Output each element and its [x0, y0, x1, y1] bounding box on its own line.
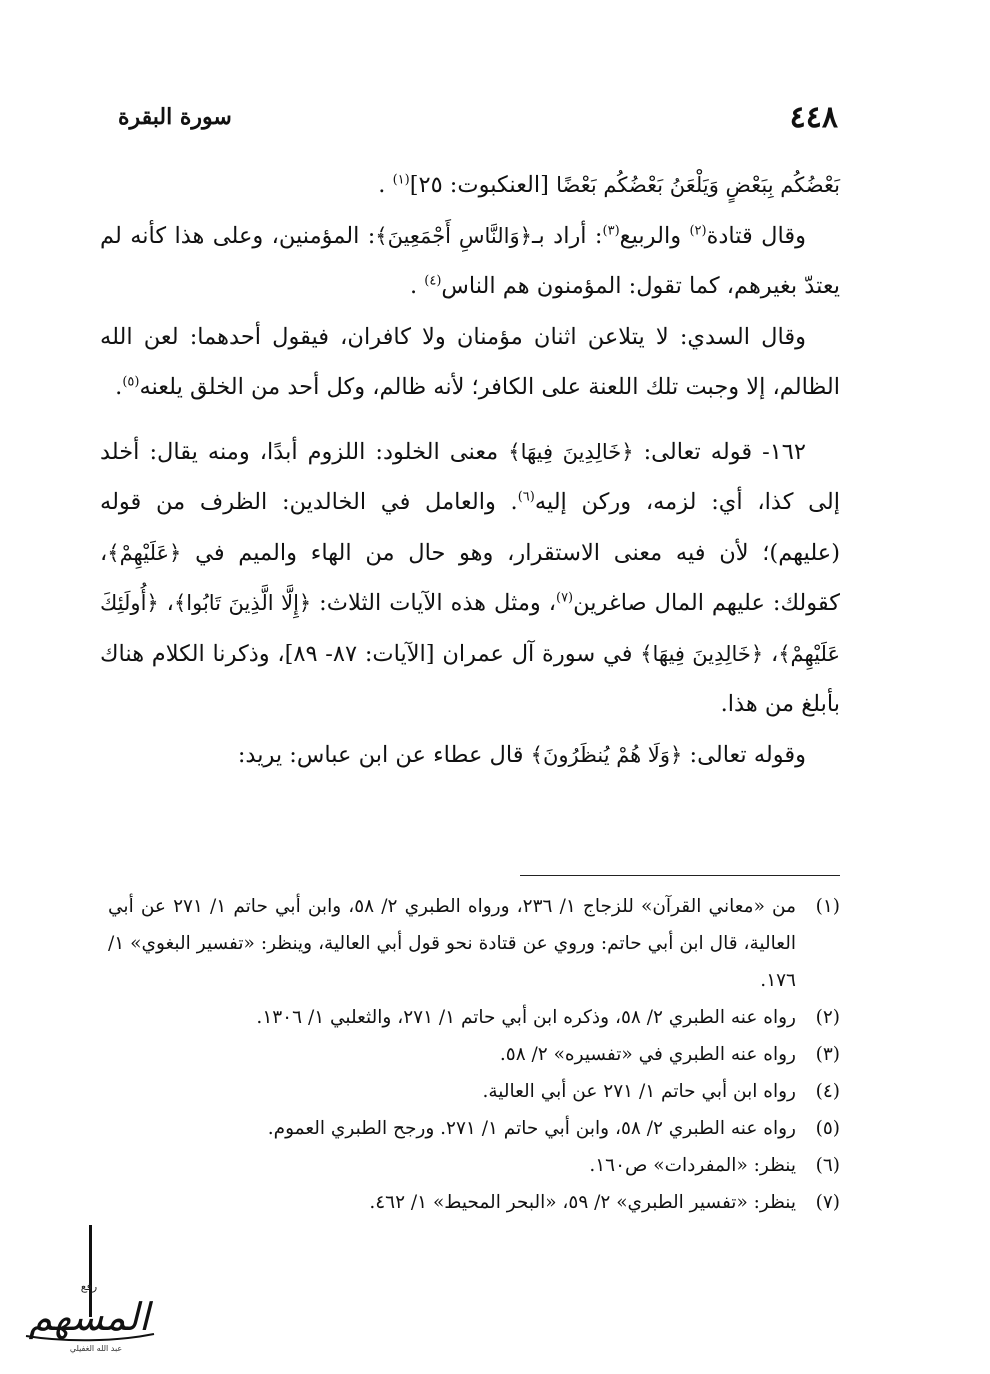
text-run: . والعامل في الخالدين: الظرف من قوله (عليهم)؛ لأن فيه معنى الاستقرار، وهو حال من الهاء والميم في [100, 489, 840, 566]
footnote-text: رواه عنه الطبري ٢/ ٥٨، وابن أبي حاتم ١/ ٢٧١. ورجح الطبري العموم. [267, 1118, 796, 1139]
text-run: ، ومثل هذه الآيات الثلاث: [311, 590, 556, 616]
paragraph-4 [100, 427, 840, 730]
footnote-marker: (٧) [555, 590, 574, 606]
footnote-text: من «معاني القرآن» للزجاج ١/ ٢٣٦، ورواه الطبري ٢/ ٥٨، وابن أبي حاتم ١/ ٢٧١ عن أبي العالية، قال ابن أبي حاتم: وروي عن قتادة نحو قول أبي العالية، وينظر: «تفسير البغوي» ١/ ١٧٦. [108, 896, 797, 991]
footnote-separator [520, 875, 840, 876]
quran-verse: ﴿خَالِدِينَ فِيهَا﴾ [508, 439, 634, 464]
text-run: ، [763, 640, 779, 667]
publisher-seal [14, 1276, 164, 1356]
seal-small-text: عبد الله الغفيلي [69, 1344, 123, 1353]
quran-verse: ﴿وَالنَّاسِ أَجْمَعِينَ﴾ [375, 223, 532, 248]
footnote-7 [108, 1184, 840, 1221]
footnote-text: رواه ابن أبي حاتم ١/ ٢٧١ عن أبي العالية. [482, 1081, 796, 1102]
text-run: وقوله تعالى: [682, 741, 806, 768]
footnote-text: ينظر: «المفردات» ص١٦٠. [589, 1155, 796, 1176]
footnote-number: (٤) [815, 1081, 840, 1102]
footnote-3 [108, 1036, 840, 1073]
text-run: . [378, 172, 393, 198]
footnote-marker: (٥) [122, 374, 140, 390]
footnote-6 [108, 1147, 840, 1184]
page-number: ٤٤٨ [789, 100, 838, 135]
text-run: قال عطاء عن ابن عباس: يريد: [237, 741, 531, 768]
quran-verse: بَعْضُكُم بِبَعْضٍ وَيَلْعَنُ بَعْضُكُم بَعْضًا [556, 173, 840, 197]
footnote-text: رواه عنه الطبري ٢/ ٥٨، وذكره ابن أبي حاتم ١/ ٢٧١، والثعلبي ١/ ١٣٠٦. [256, 1007, 796, 1028]
seal-main-text: المسهم [28, 1295, 150, 1339]
footnote-number: (٧) [815, 1192, 840, 1213]
text-run: والربيع [619, 222, 690, 249]
quran-verse: ﴿أُولَئِكَ عَلَيْهِمْ﴾ [100, 591, 840, 666]
text-run: ، [158, 590, 174, 616]
footnote-marker: (١) [392, 172, 410, 188]
page-header [118, 100, 838, 140]
footnote-marker: (٢) [689, 223, 707, 238]
quran-verse: ﴿خَالِدِينَ فِيهَا﴾ [640, 641, 764, 666]
quran-verse: ﴿وَلَا هُمْ يُنظَرُونَ﴾ [530, 742, 683, 767]
seal-top-text: رفع [80, 1280, 98, 1293]
text-run: . [115, 374, 123, 400]
text-run: وقال قتادة [706, 222, 806, 249]
text-run: : أراد بـ [531, 222, 603, 249]
footnotes [108, 888, 840, 1221]
footnote-text: ينظر: «تفسير الطبري» ٢/ ٥٩، «البحر المحيط» ١/ ٤٦٢. [369, 1192, 796, 1213]
text-run: : المؤمنين، وعلى هذا كأنه لم يعتدّ بغيرهم، كما تقول: المؤمنون هم الناس [100, 222, 840, 299]
text-run: . [409, 273, 425, 299]
quran-verse: ﴿إِلَّا الَّذِينَ تَابُوا﴾ [173, 591, 312, 615]
surah-title: سورة البقرة [118, 104, 232, 130]
text-run: وقال السدي: لا يتلاعن اثنان مؤمنان ولا كافران، فيقول أحدهما: لعن الله الظالم، إلا وجبت تلك اللعنة على الكافر؛ لأنه ظالم، وكل أحد من الخلق يلعنه [100, 323, 840, 400]
footnote-text: رواه عنه الطبري في «تفسيره» ٢/ ٥٨. [499, 1044, 796, 1065]
quran-verse: ﴿عَلَيْهِمْ﴾ [107, 540, 182, 565]
footnote-number: (٣) [815, 1044, 840, 1065]
text-run: معنى الخلود: اللزوم أبدًا، ومنه يقال: أخلد إلى كذا، أي: لزمه، وركن إليه [100, 438, 840, 515]
main-text [100, 160, 840, 780]
footnote-4 [108, 1073, 840, 1110]
footnote-marker: (٦) [517, 489, 535, 505]
footnote-number: (٥) [815, 1118, 840, 1139]
footnote-marker: (٤) [424, 273, 442, 289]
text-run: ١٦٢- قوله تعالى: [633, 438, 806, 465]
verse-reference: [العنكبوت: ٢٥] [409, 172, 557, 198]
footnote-number: (١) [815, 896, 840, 917]
text-run: في سورة آل عمران [الآيات: ٨٧- ٨٩]، وذكرنا الكلام هناك بأبلغ من هذا. [100, 640, 840, 717]
footnote-2 [108, 999, 840, 1036]
footnote-number: (٢) [815, 1007, 840, 1028]
paragraph-2 [100, 211, 840, 312]
footnote-1 [108, 888, 840, 999]
text-run: ، كقولك: عليهم المال صاغرين [100, 539, 840, 616]
seal-graphic [14, 1276, 164, 1356]
paragraph-1 [100, 160, 840, 211]
footnote-marker: (٣) [602, 223, 620, 238]
paragraph-3 [100, 312, 840, 413]
footnote-number: (٦) [815, 1155, 840, 1176]
paragraph-5 [100, 730, 840, 781]
footnote-5 [108, 1110, 840, 1147]
